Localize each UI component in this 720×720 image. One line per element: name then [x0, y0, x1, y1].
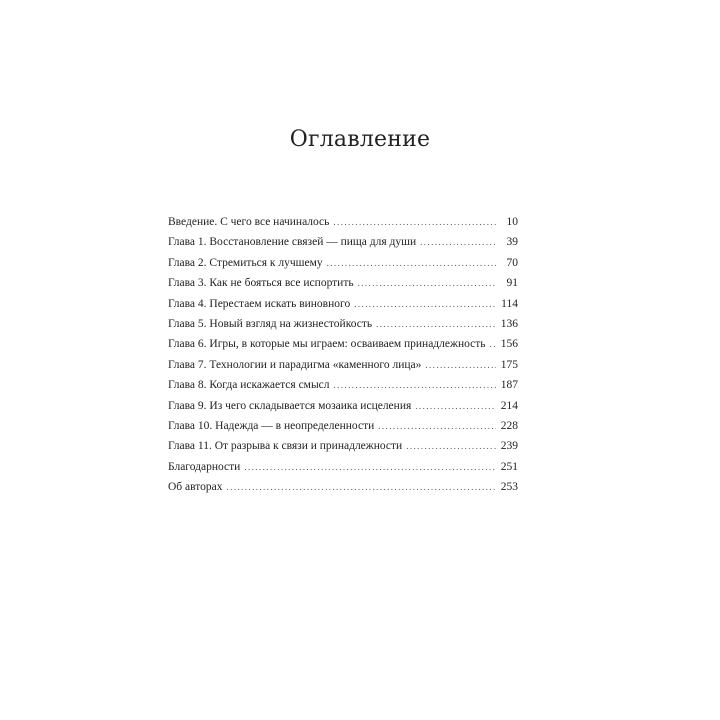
toc-entry-page: 228: [500, 419, 518, 432]
toc-entry-title: Введение. С чего все начиналось: [168, 216, 330, 228]
toc-entry-page: 114: [501, 297, 518, 310]
toc-entry-title: Об авторах: [168, 481, 223, 494]
toc-entry-title: Глава 10. Надежда — в неопределенности: [168, 419, 375, 432]
dot-leader: [420, 237, 496, 247]
toc-entry-title: Глава 8. Когда искажается смысл: [168, 379, 330, 392]
toc-entry-title: Глава 5. Новый взгляд на жизнестойкость: [168, 317, 373, 330]
dot-leader: [244, 462, 496, 472]
toc-entry-page: 175: [500, 358, 518, 371]
toc-entry: [168, 318, 518, 338]
toc-entry: [168, 298, 518, 318]
toc-entry: [168, 440, 518, 460]
toc-entry-page: 251: [500, 460, 518, 473]
toc-entry-title: Глава 2. Стремиться к лучшему: [168, 256, 323, 269]
toc-entry: [168, 420, 518, 440]
toc-entry: [168, 461, 518, 481]
toc-entry-page: 91: [506, 277, 518, 290]
toc-entry: [168, 338, 518, 358]
toc-entry-page: 214: [500, 399, 518, 412]
dot-leader: [327, 258, 496, 268]
toc-entry-page: 39: [506, 236, 518, 249]
toc-entry-page: 156: [500, 338, 518, 351]
toc-entry-page: 70: [506, 256, 518, 269]
toc-entry-title: Благодарности: [168, 460, 241, 473]
dot-leader: [227, 482, 496, 492]
dot-leader: [425, 360, 496, 370]
toc-entry: [168, 481, 518, 501]
toc-entry-title: Глава 1. Восстановление связей — пища для души: [168, 236, 417, 249]
dot-leader: [406, 441, 496, 451]
toc-entry: [168, 257, 518, 277]
dot-leader: [334, 380, 496, 390]
toc-entry-title: Глава 6. Игры, в которые мы играем: осваиваем принадлежность: [168, 338, 486, 351]
toc-entry-title: Глава 3. Как не бояться все испортить: [168, 277, 354, 290]
toc-entry-title: Глава 4. Перестаем искать виновного: [168, 297, 351, 310]
table-of-contents: [168, 216, 518, 501]
dot-leader: [358, 278, 496, 288]
dot-leader: [378, 421, 496, 431]
toc-entry-page: 187: [500, 379, 518, 392]
toc-entry-page: 253: [500, 481, 518, 494]
toc-entry: [168, 277, 518, 297]
toc-entry-page: 136: [500, 317, 518, 330]
dot-leader: [333, 217, 496, 227]
toc-entry: [168, 400, 518, 420]
toc-entry-title: Глава 9. Из чего складывается мозаика исцеления: [168, 399, 412, 412]
toc-entry: [168, 359, 518, 379]
toc-entry-title: Глава 7. Технологии и парадигма «каменного лица»: [168, 358, 422, 371]
toc-entry: [168, 379, 518, 399]
page-title: Оглавление: [289, 126, 431, 152]
dot-leader: [354, 299, 496, 309]
dot-leader: [415, 401, 496, 411]
toc-entry: [168, 236, 518, 256]
dot-leader: [376, 319, 496, 329]
toc-entry-page: 10: [506, 216, 518, 228]
toc-entry: [168, 216, 518, 236]
toc-entry-page: 239: [500, 440, 518, 453]
toc-entry-title: Глава 11. От разрыва к связи и принадлежности: [168, 440, 403, 453]
